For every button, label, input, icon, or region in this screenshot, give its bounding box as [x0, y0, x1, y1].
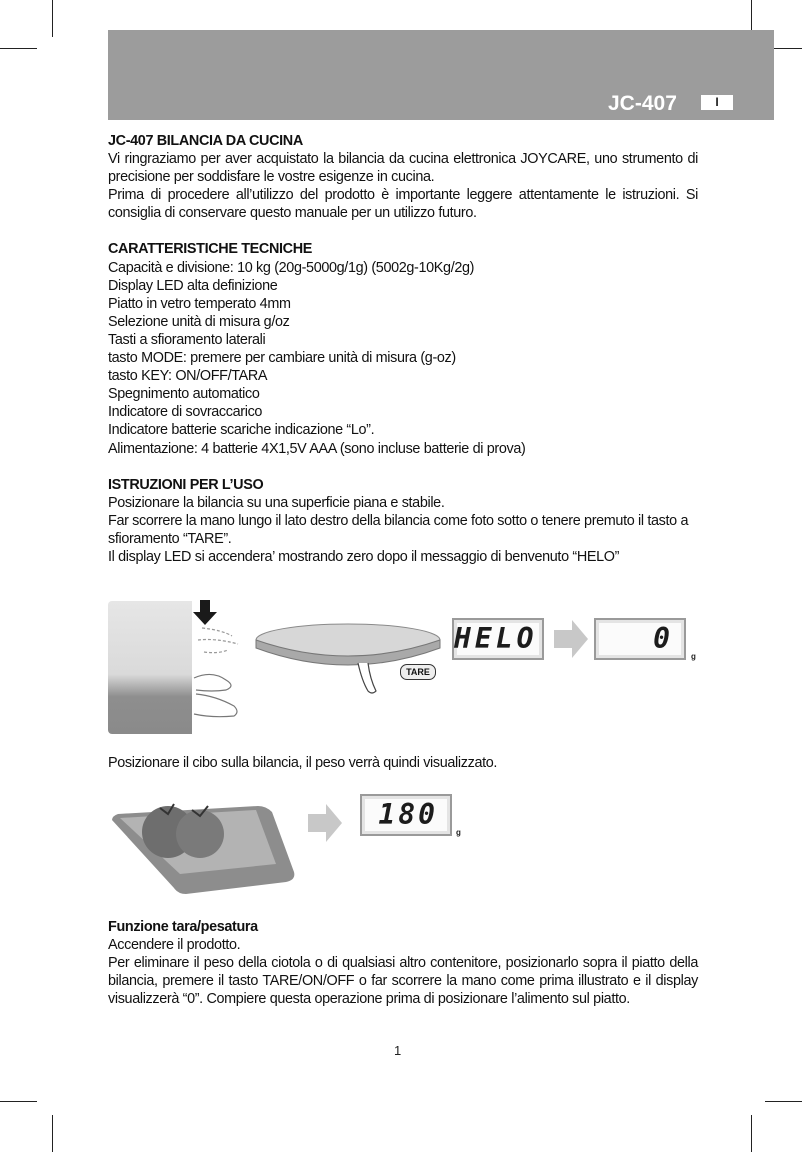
instructions-title: ISTRUZIONI PER L’USO	[108, 476, 264, 493]
scale-illustration	[248, 608, 448, 698]
crop-mark	[52, 0, 53, 37]
spec-item: tasto MODE: premere per cambiare unità di misura (g-oz)	[108, 350, 456, 367]
intro-title: JC-407 BILANCIA DA CUCINA	[108, 133, 303, 149]
spec-item: Spegnimento automatico	[108, 386, 260, 403]
arrow-right-icon	[306, 802, 344, 844]
display-zero: 0	[594, 618, 686, 660]
crop-mark	[0, 1101, 37, 1102]
spec-item: Selezione unità di misura g/oz	[108, 313, 290, 330]
tomato-scale-illustration	[108, 788, 298, 898]
spec-item: Alimentazione: 4 batterie 4X1,5V AAA (sono incluse batterie di prova)	[108, 440, 526, 457]
crop-mark	[765, 1101, 802, 1102]
page-number: 1	[394, 1043, 402, 1058]
hand-illustration	[192, 598, 252, 738]
crop-mark	[0, 48, 37, 49]
display-weight: 180	[360, 794, 452, 836]
crop-mark	[751, 1115, 752, 1152]
instructions-paragraph: Il display LED si accendera’ mostrando zero dopo il messaggio di benvenuto “HELO”	[108, 548, 620, 565]
hand-photo	[108, 601, 192, 734]
arrow-right-icon	[552, 618, 590, 660]
figure-power-on	[108, 598, 708, 738]
unit-label: g	[456, 828, 461, 837]
unit-label: g	[691, 652, 696, 661]
tare-paragraph: Accendere il prodotto.	[108, 937, 241, 954]
instructions-paragraph: Posizionare la bilancia su una superficie piana e stabile.	[108, 494, 445, 511]
instructions-paragraph: Far scorrere la mano lungo il lato destro della bilancia come foto sotto o tenere premuto il tasto a sfioramento “TARE”.	[108, 512, 689, 547]
specs-title: CARATTERISTICHE TECNICHE	[108, 241, 312, 258]
main-text	[108, 132, 698, 566]
tare-title: Funzione tara/pesatura	[108, 919, 258, 935]
spec-item: Display LED alta definizione	[108, 277, 278, 294]
tare-paragraph: Per eliminare il peso della ciotola o di qualsiasi altro contenitore, posizionarlo sopra il piatto della bilancia, premere il tasto TARE/ON/OFF o far scorrere la mano come prima illustrato e il display visualizzerà “0”. Compiere questa operazione prima di posizionare l’alimento sul piatto.	[108, 955, 698, 1008]
food-instruction: Posizionare il cibo sulla bilancia, il peso verrà quindi visualizzato.	[108, 755, 498, 771]
language-badge: I	[701, 95, 733, 110]
spec-item: Tasti a sfioramento laterali	[108, 331, 266, 348]
intro-paragraph: Vi ringraziamo per aver acquistato la bilancia da cucina elettronica JOYCARE, uno strumento di precisione per soddisfare le vostre esigenze in cucina.	[108, 151, 698, 186]
tare-button[interactable]: TARE	[400, 664, 436, 680]
spec-item: Indicatore batterie scariche indicazione “Lo”.	[108, 422, 375, 439]
tare-section	[108, 918, 698, 1008]
model-label: JC-407	[608, 92, 677, 115]
down-arrow-icon	[193, 600, 217, 625]
display-helo: HELO	[452, 618, 544, 660]
spec-item: tasto KEY: ON/OFF/TARA	[108, 368, 268, 385]
intro-paragraph: Prima di procedere all’utilizzo del prodotto è importante leggere attentamente le istruzioni. Si consiglia di conservare questo manuale per un utilizzo futuro.	[108, 187, 698, 222]
crop-mark	[52, 1115, 53, 1152]
spec-item: Piatto in vetro temperato 4mm	[108, 295, 291, 312]
spec-item: Capacità e divisione: 10 kg (20g-5000g/1g) (5002g-10Kg/2g)	[108, 259, 475, 276]
spec-item: Indicatore di sovraccarico	[108, 404, 263, 421]
figure-weighing	[108, 788, 508, 898]
